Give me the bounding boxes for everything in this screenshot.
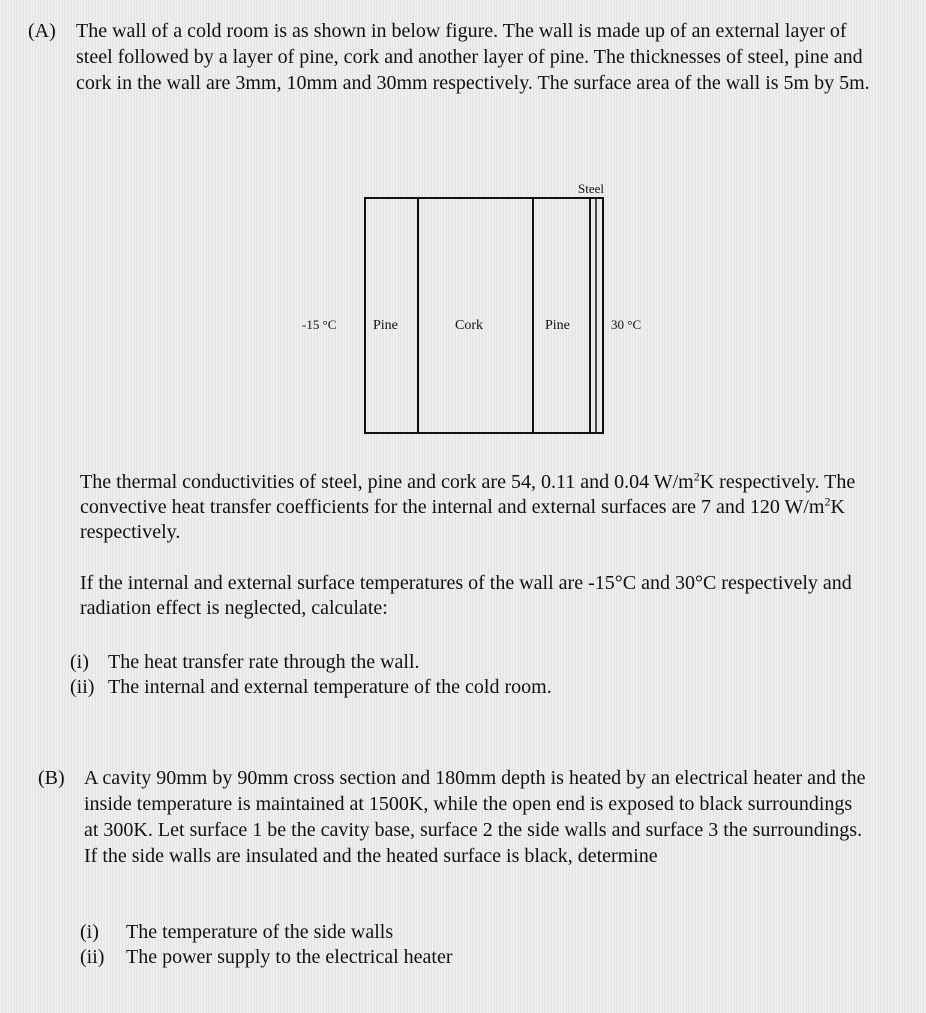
question-a-label: (A) xyxy=(28,20,56,42)
question-b-stem: A cavity 90mm by 90mm cross section and 180mm depth is heated by an electrical heater and the inside temperature is maintained at 1500K, while the open end is exposed to black surroundings at 300K. Let surface 1 be the cavity base, surface 2 the side walls and surface 3 the surroundings. If the side walls are insulated and the heated surface is black, determine xyxy=(84,767,866,867)
cork-label: Cork xyxy=(455,318,483,333)
conductivity-paragraph: The thermal conductivities of steel, pine and cork are 54, 0.11 and 0.04 $W/m^2K$ respectively. The convective heat transfer coefficients for the internal and external surfaces are 7 and 120 $W/m^2K$ respectively. xyxy=(80,469,856,543)
list-item: (ii) The power supply to the electrical heater xyxy=(80,946,453,968)
question-b-label: (B) xyxy=(38,767,65,789)
left-temp-label: -15 °C xyxy=(302,317,337,332)
wall-outline xyxy=(365,198,603,433)
steel-label: Steel xyxy=(578,181,604,196)
list-item: (i) The heat transfer rate through the wall. xyxy=(70,651,420,673)
question-b xyxy=(38,765,868,869)
list-item: (i) The temperature of the side walls xyxy=(80,921,394,943)
question-a-stem: The wall of a cold room is as shown in below figure. The wall is made up of an external layer of steel followed by a layer of pine, cork and another layer of pine. The thicknesses of steel, pine and cork in the wall are 3mm, 10mm and 30mm respectively. The surface area of the wall is 5m by 5m. xyxy=(76,20,870,94)
question-a-subquestions xyxy=(70,650,552,700)
question-a xyxy=(28,18,888,96)
pine-right-label: Pine xyxy=(545,318,570,333)
wall-diagram xyxy=(290,178,650,443)
question-b-subquestions xyxy=(80,920,453,970)
temperature-paragraph: If the internal and external surface temperatures of the wall are -15°C and 30°C respectively and radiation effect is neglected, calculate: xyxy=(80,572,852,619)
pine-left-label: Pine xyxy=(373,318,398,333)
right-temp-label: 30 °C xyxy=(611,317,642,332)
list-item: (ii) The internal and external temperature of the cold room. xyxy=(70,676,552,698)
